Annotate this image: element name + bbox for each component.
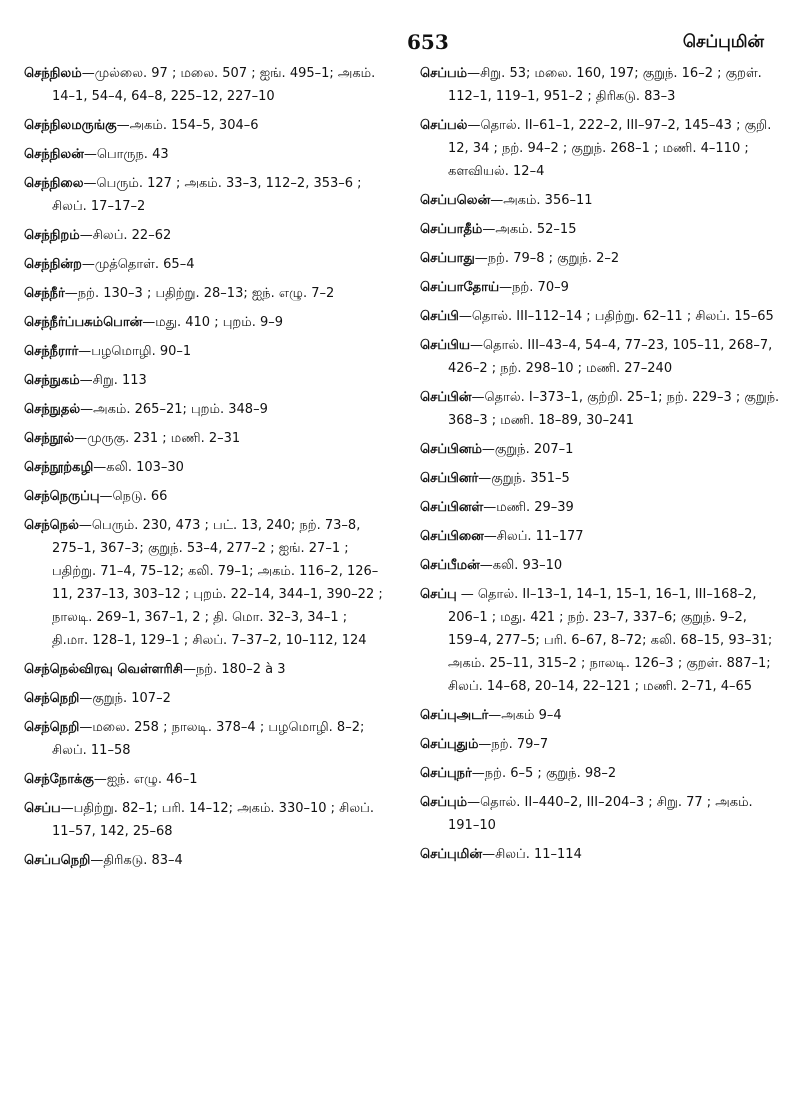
entry-headword: செந்நுதல் [24,402,81,417]
index-entry [24,716,384,762]
index-entry [24,311,384,334]
entry-references: —சிலப். 22–62 [79,228,172,243]
index-entry [420,189,780,212]
left-column [24,62,384,878]
index-entry [420,843,780,866]
index-entry [24,369,384,392]
entry-headword: செப்பினள் [420,500,484,515]
entry-headword: செப்புநர் [420,766,472,781]
entry-headword: செந்நிலம் [24,66,82,81]
entry-references: —சிறு. 113 [79,373,147,388]
index-entry [420,733,780,756]
index-entry [420,554,780,577]
entry-references: —குறுந். 207–1 [481,442,574,457]
entry-references: — தொல். II–13–1, 14–1, 15–1, 16–1, III–168–2, 206–1 ; மது. 421 ; நற். 23–7, 337–6; குறுந். 9–2, 159–4, 277–5; பரி. 6–67, 8–72; கலி. 68–15, 93–31; அகம். 25–11, 315–2 ; நாலடி. 126–3 ; குறள். 887–1; சிலப். 14–68, 20–14, 22–121 ; மணி. 2–71, 4–65 [448,587,773,694]
entry-references: —அகம். 154–5, 304–6 [116,118,259,133]
entry-headword: செந்நெல்விரவு வெள்ளரிசி [24,662,183,677]
entry-headword: செப்பு [420,587,457,602]
entry-references: —நற். 130–3 ; பதிற்று. 28–13; ஐந். எழு. 7–2 [64,286,335,301]
entry-references: —ஐந். எழு. 46–1 [93,772,198,787]
entry-references: —திரிகடு. 83–4 [90,853,183,868]
index-entry [24,768,384,791]
entry-headword: செந்நூல் [24,431,75,446]
entry-headword: செப்பின் [420,390,472,405]
entry-headword: செந்நின்ற [24,257,82,272]
page-number: 653 [407,30,449,54]
index-entry [420,386,780,432]
entry-headword: செந்நீர் [24,286,65,301]
entry-references: —அகம் 9–4 [488,708,562,723]
index-columns [24,62,780,878]
index-entry [420,218,780,241]
entry-references: —அகம். 356–11 [490,193,593,208]
entry-headword: செந்நிலை [24,176,84,191]
entry-headword: செந்நெறி [24,720,80,735]
entry-references: —பழமொழி. 90–1 [78,344,192,359]
index-entry [420,496,780,519]
entry-headword: செப்பினர் [420,471,479,486]
index-entry [420,762,780,785]
entry-headword: செப்பநெறி [24,853,91,868]
index-entry [420,525,780,548]
index-entry [24,224,384,247]
entry-headword: செப்பாதோய் [420,280,500,295]
entry-references: —குறுந். 107–2 [79,691,171,706]
entry-headword: செப்பாது [420,251,475,266]
entry-references: —அகம். 52–15 [482,222,577,237]
index-entry [24,398,384,421]
right-column [420,62,780,878]
entry-references: —கலி. 103–30 [93,460,184,475]
index-entry [24,797,384,843]
entry-references: —தொல். II–61–1, 222–2, III–97–2, 145–43 ; குறி. 12, 34 ; நற். 94–2 ; குறுந். 268–1 ; மணி. 4–110 ; களவியல். 12–4 [448,118,772,179]
index-entry [420,62,780,108]
entry-headword: செப்புமின் [420,847,483,862]
entry-headword: செப்புதும் [420,737,479,752]
entry-headword: செந்நெல் [24,518,79,533]
index-entry [24,485,384,508]
index-entry [24,340,384,363]
entry-headword: செந்நீரார் [24,344,79,359]
entry-references: —பொருந. 43 [83,147,169,162]
entry-references: —நற். 70–9 [499,280,569,295]
entry-references: —நற். 79–7 [478,737,549,752]
index-entry [24,658,384,681]
entry-references: —சிலப். 11–114 [482,847,582,862]
entry-headword: செப்பிய [420,338,470,353]
entry-references: —பெரும். 127 ; அகம். 33–3, 112–2, 353–6 ; சிலப். 17–17–2 [52,176,362,214]
entry-references: —முருகு. 231 ; மணி. 2–31 [74,431,241,446]
entry-references: —தொல். III–112–14 ; பதிற்று. 62–11 ; சிலப். 15–65 [458,309,774,324]
entry-headword: செப்பாதீம் [420,222,483,237]
entry-references: —நெடு. 66 [99,489,168,504]
entry-headword: செப்பல் [420,118,468,133]
index-entry [420,438,780,461]
index-entry [420,305,780,328]
entry-references: —நற். 180–2 à 3 [182,662,286,677]
index-entry [24,172,384,218]
entry-references: —மது. 410 ; புறம். 9–9 [142,315,284,330]
entry-references: —முல்லை. 97 ; மலை. 507 ; ஐங். 495–1; அகம். 14–1, 54–4, 64–8, 225–12, 227–10 [52,66,376,104]
entry-headword: செந்நிறம் [24,228,80,243]
entry-headword: செப்ப [24,801,61,816]
index-entry [24,143,384,166]
entry-headword: செந்நுகம் [24,373,80,388]
entry-references: —நற். 6–5 ; குறுந். 98–2 [471,766,617,781]
entry-headword: செந்நெறி [24,691,80,706]
index-entry [420,583,780,698]
entry-references: —முத்தொள். 65–4 [81,257,195,272]
entry-headword: செந்நெருப்பு [24,489,100,504]
entry-headword: செப்பி [420,309,459,324]
entry-headword: செப்பினை [420,529,484,544]
entry-headword: செப்பினம் [420,442,482,457]
index-entry [24,253,384,276]
index-entry [24,849,384,872]
entry-references: —சிலப். 11–177 [483,529,584,544]
index-entry [24,114,384,137]
page-header [24,0,780,62]
entry-references: —குறுந். 351–5 [478,471,570,486]
index-entry [24,687,384,710]
entry-references: —மணி. 29–39 [483,500,574,515]
entry-references: —சிறு. 53; மலை. 160, 197; குறுந். 16–2 ; குறள். 112–1, 119–1, 951–2 ; திரிகடு. 83–3 [448,66,762,104]
entry-headword: செப்பலென் [420,193,491,208]
index-entry [420,467,780,490]
index-entry [24,427,384,450]
entry-headword: செப்புஅடர் [420,708,489,723]
entry-headword: செந்நீர்ப்பசும்பொன் [24,315,143,330]
index-entry [24,282,384,305]
running-head: செப்புமின் [682,32,764,52]
entry-headword: செந்நிலன் [24,147,84,162]
entry-headword: செப்பும் [420,795,468,810]
entry-references: —பெரும். 230, 473 ; பட். 13, 240; நற். 73–8, 275–1, 367–3; குறுந். 53–4, 277–2 ; ஐங். 27–1 ; பதிற்று. 71–4, 75–12; கலி. 79–1; அகம். 116–2, 126–11, 237–13, 303–12 ; புறம். 22–14, 344–1, 390–22 ; நாலடி. 269–1, 367–1, 2 ; தி. மொ. 32–3, 34–1 ; தி.மா. 128–1, 129–1 ; சிலப். 7–37–2, 10–112, 124 [52,518,383,648]
entry-references: —அகம். 265–21; புறம். 348–9 [80,402,268,417]
index-entry [420,704,780,727]
entry-references: —தொல். II–440–2, III–204–3 ; சிறு. 77 ; அகம். 191–10 [448,795,753,833]
entry-references: —பதிற்று. 82–1; பரி. 14–12; அகம். 330–10 ; சிலப். 11–57, 142, 25–68 [52,801,374,839]
index-entry [24,62,384,108]
entry-references: —தொல். I–373–1, குற்றி. 25–1; நற். 229–3 ; குறுந். 368–3 ; மணி. 18–89, 30–241 [448,390,780,428]
entry-headword: செந்நிலமருங்கு [24,118,117,133]
entry-references: —நற். 79–8 ; குறுந். 2–2 [474,251,620,266]
entry-headword: செந்நோக்கு [24,772,94,787]
index-entry [420,247,780,270]
index-entry [420,334,780,380]
entry-headword: செப்பீமன் [420,558,480,573]
entry-headword: செந்நூற்கழி [24,460,94,475]
entry-references: —தொல். III–43–4, 54–4, 77–23, 105–11, 268–7, 426–2 ; நற். 298–10 ; மணி. 27–240 [448,338,773,376]
index-entry [420,114,780,183]
index-entry [24,456,384,479]
entry-headword: செப்பம் [420,66,468,81]
index-entry [420,791,780,837]
index-entry [24,514,384,652]
entry-references: —கலி. 93–10 [479,558,563,573]
index-entry [420,276,780,299]
entry-references: —மலை. 258 ; நாலடி. 378–4 ; பழமொழி. 8–2; சிலப். 11–58 [52,720,365,758]
